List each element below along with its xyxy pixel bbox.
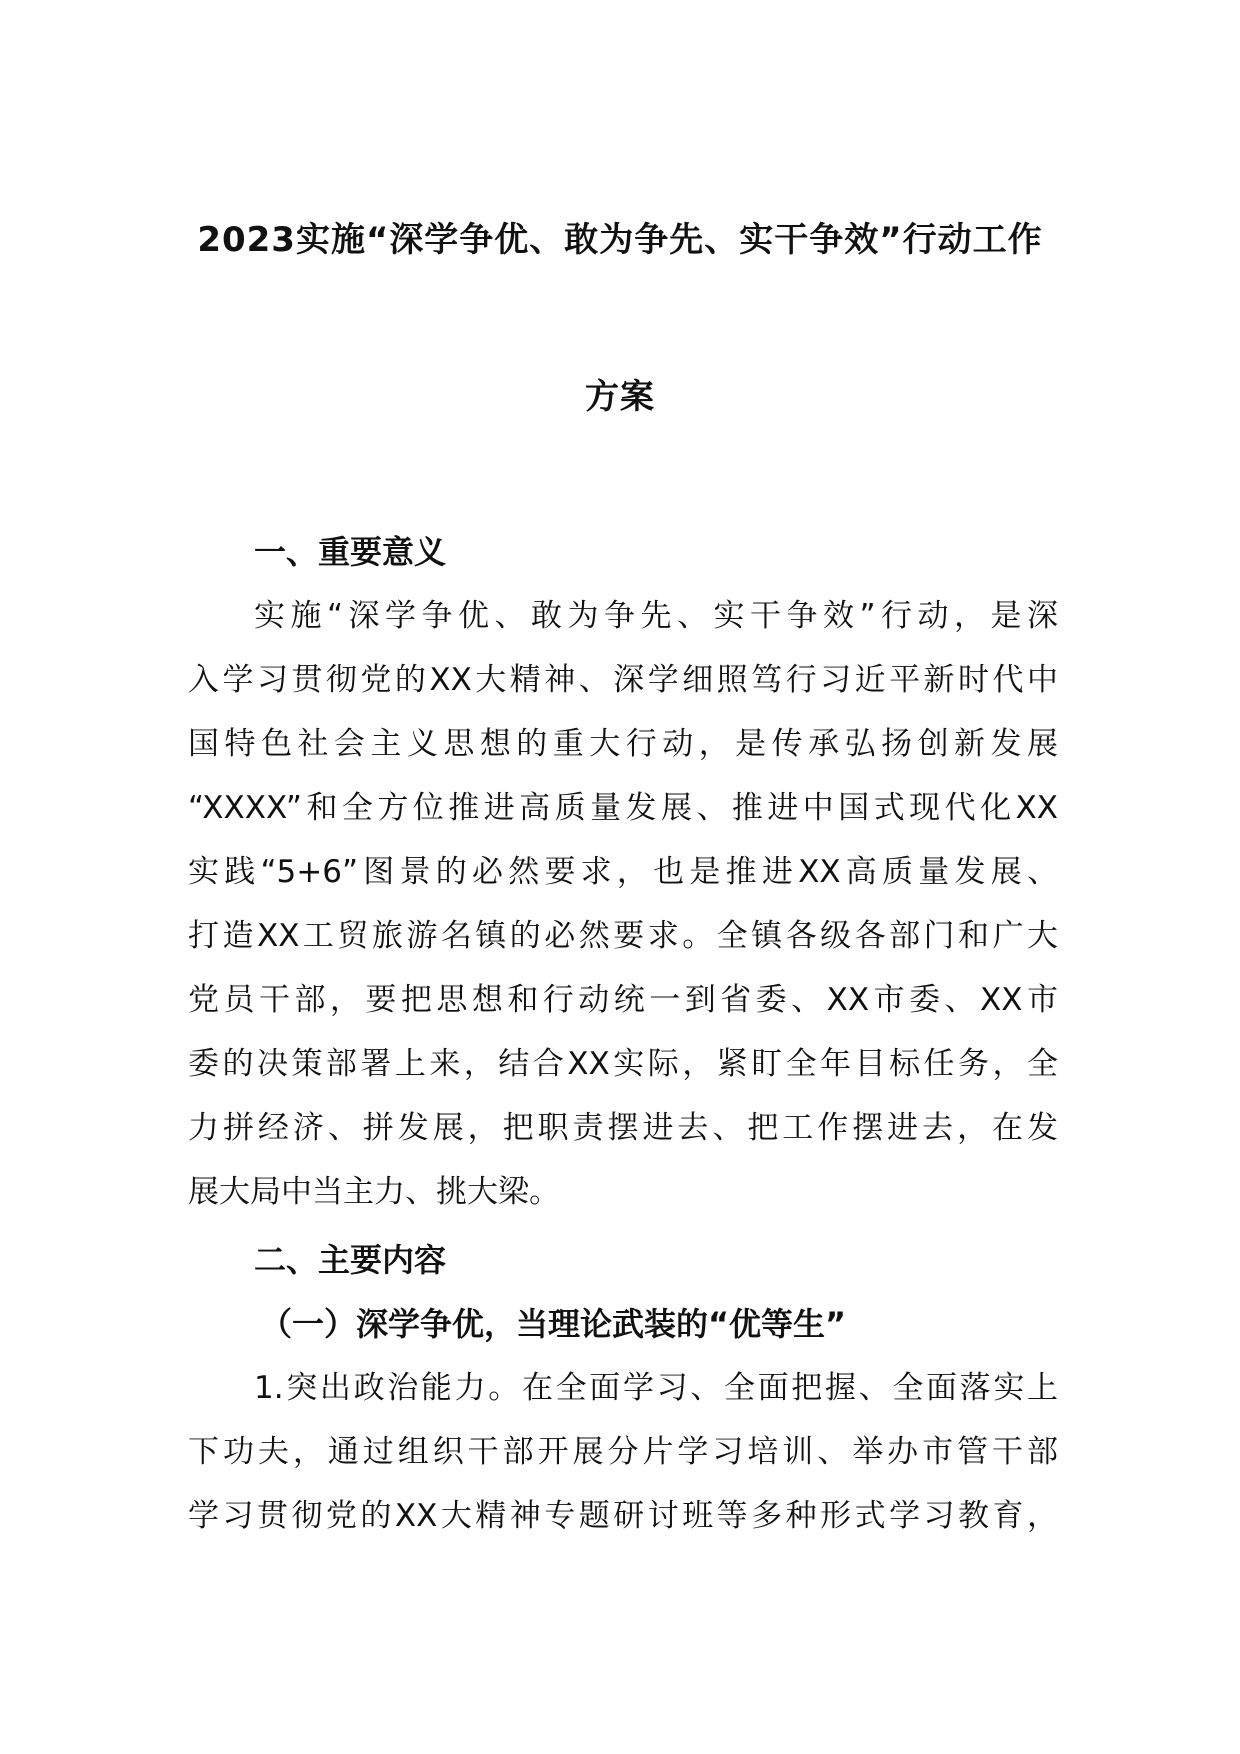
section-1-heading [188, 520, 1058, 584]
subsection-1-heading [188, 1292, 1058, 1356]
paragraph-line: 入学习贯彻党的XX大精神、深学细照笃行习近平新时代中 [188, 662, 1058, 698]
paragraph-line: 下功夫，通过组织干部开展分片学习培训、举办市管干部 [188, 1434, 1058, 1470]
document-title-line-2: 方案 [585, 377, 655, 417]
paragraph-line: 打造XX工贸旅游名镇的必然要求。全镇各级各部门和广大 [188, 918, 1058, 954]
subsection-heading: （一）深学争优，当理论武装的“优等生” [260, 1305, 847, 1343]
section-heading: 一、重要意义 [254, 533, 447, 571]
paragraph-line: 力拼经济、拼发展，把职责摆进去、把工作摆进去，在发 [188, 1110, 1058, 1146]
paragraph-line: 学习贯彻党的XX大精神专题研讨班等多种形式学习教育， [188, 1498, 1058, 1534]
section-heading: 二、主要内容 [254, 1241, 447, 1279]
subsection-1-paragraph [188, 1356, 1058, 1548]
section-2-heading [188, 1228, 1058, 1292]
document-title-line-1: 2023实施“深学争优、敢为争先、实干争效”行动工作 [197, 220, 1043, 260]
paragraph-line: 实施“深学争优、敢为争先、实干争效”行动，是深 [254, 598, 1058, 634]
paragraph-line: 1.突出政治能力。在全面学习、全面把握、全面落实上 [254, 1370, 1058, 1406]
paragraph-line: 展大局中当主力、挑大梁。 [188, 1174, 560, 1210]
paragraph-line: “XXXX”和全方位推进高质量发展、推进中国式现代化XX [188, 790, 1058, 826]
paragraph-line: 实践“5+6”图景的必然要求，也是推进XX高质量发展、 [188, 854, 1058, 890]
paragraph-line: 委的决策部署上来，结合XX实际，紧盯全年目标任务，全 [188, 1046, 1058, 1082]
section-1-paragraph [188, 584, 1058, 1224]
paragraph-line: 党员干部，要把思想和行动统一到省委、XX市委、XX市 [188, 982, 1058, 1018]
paragraph-line: 国特色社会主义思想的重大行动，是传承弘扬创新发展 [188, 726, 1058, 762]
